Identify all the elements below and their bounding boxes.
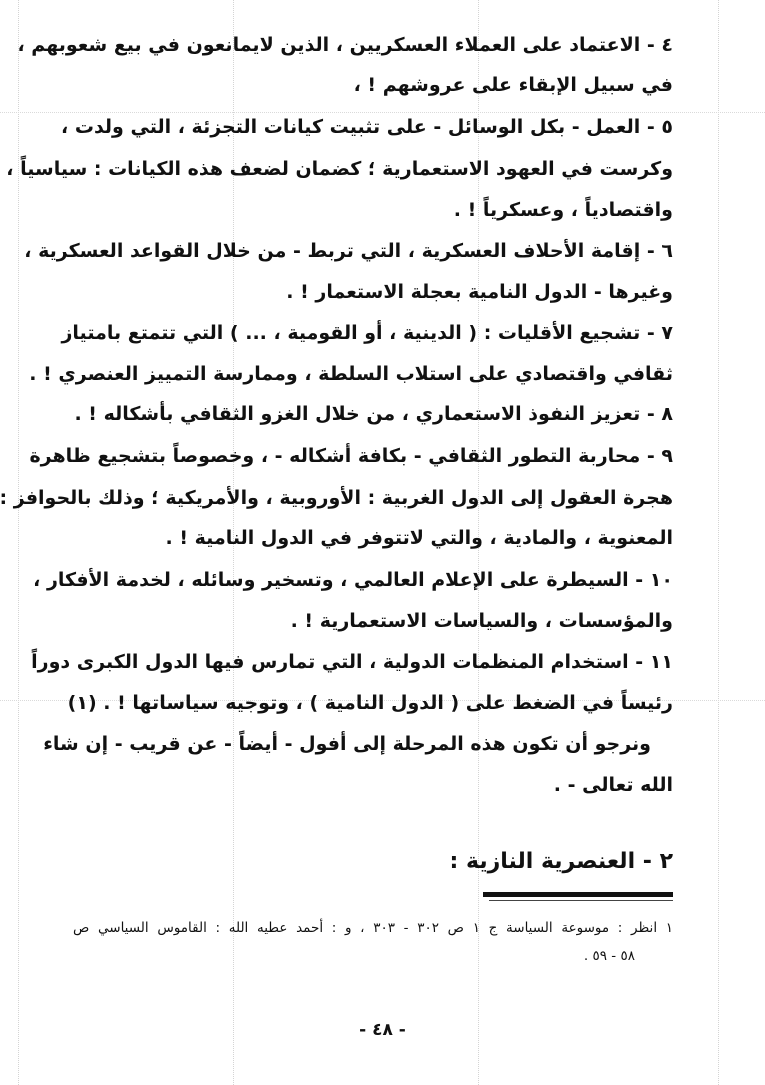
body-line: واقتصادياً ، وعسكرياً ! . — [453, 199, 673, 221]
body-line: في سبيل الإبقاء على عروشهم ! ، — [353, 74, 673, 96]
body-line: ١٠ - السيطرة على الإعلام العالمي ، وتسخير وسائله ، لخدمة الأفكار ، — [33, 569, 673, 591]
body-line: وغيرها - الدول النامية بعجلة الاستعمار ! . — [286, 281, 673, 303]
body-line: ٩ - محاربة التطور الثقافي - بكافة أشكاله - ، وخصوصاً بتشجيع ظاهرة — [29, 445, 673, 467]
footnote-line: ١ انظر : موسوعة السياسة ج ١ ص ٣٠٢ - ٣٠٣ ، و : أحمد عطيه الله : القاموس السياسي ص — [73, 920, 674, 936]
body-line: ١١ - استخدام المنظمات الدولية ، التي تمارس فيها الدول الكبرى دوراً — [31, 651, 673, 673]
body-line: ٦ - إقامة الأحلاف العسكرية ، التي تربط - من خلال القواعد العسكرية ، — [24, 240, 673, 262]
body-line: وكرست في العهود الاستعمارية ؛ كضمان لضعف هذه الكيانات : سياسياً ، — [6, 158, 673, 180]
section-heading: ٢ - العنصرية النازية : — [449, 849, 673, 874]
heading-underline — [483, 892, 673, 897]
body-line: ونرجو أن تكون هذه المرحلة إلى أفول - أيضاً - عن قريب - إن شاء — [43, 733, 651, 755]
body-line: ٨ - تعزيز النفوذ الاستعماري ، من خلال الغزو الثقافي بأشكاله ! . — [74, 403, 673, 425]
body-line: ٤ - الاعتماد على العملاء العسكريين ، الذين لايمانعون في بيع شعوبهم ، — [17, 34, 673, 56]
footnote-line: ٥٨ - ٥٩ . — [583, 948, 635, 964]
body-line: رئيساً في الضغط على ( الدول النامية ) ، وتوجيه سياساتها ! . (١) — [67, 692, 673, 714]
body-line: والمؤسسات ، والسياسات الاستعمارية ! . — [290, 610, 673, 632]
body-line: ٥ - العمل - بكل الوسائل - على تثبيت كيانات التجزئة ، التي ولدت ، — [61, 116, 673, 138]
body-line: الله تعالى - . — [553, 774, 673, 796]
body-line: ٧ - تشجيع الأقليات : ( الدينية ، أو القومية ، ... ) التي تتمتع بامتياز — [61, 322, 673, 344]
scan-guide-line — [718, 0, 719, 1085]
page-number: - ٤٨ - — [359, 1020, 406, 1040]
heading-underline-thin — [489, 900, 673, 901]
body-line: ثقافي واقتصادي على استلاب السلطة ، وممارسة التمييز العنصري ! . — [29, 363, 673, 385]
body-line: هجرة العقول إلى الدول الغربية : الأوروبية ، والأمريكية ؛ وذلك بالحوافز : — [0, 487, 673, 509]
body-line: المعنوية ، والمادية ، والتي لاتتوفر في الدول النامية ! . — [165, 527, 673, 549]
